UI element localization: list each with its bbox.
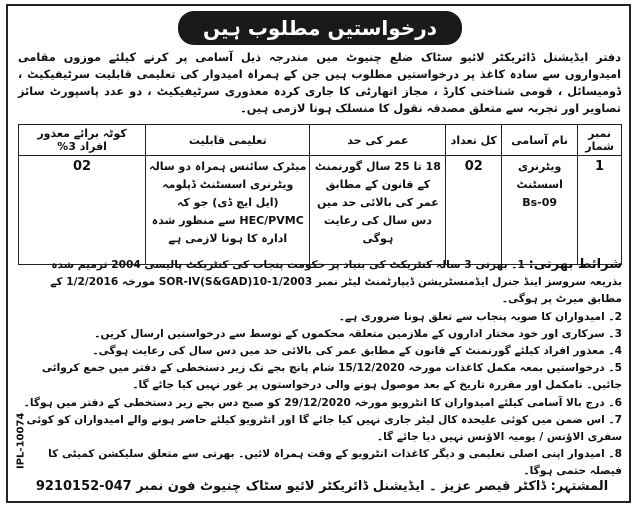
page-title: درخواستیں مطلوب ہیں [178,11,462,45]
term-item: 7۔ اس ضمن میں کوئی علیحدہ کال لیٹر جاری نہیں کیا جائے گا اور انٹرویو کیلئے حاضر ہونے والے امیدواران کو کوئی سفری الاؤنس / یومیہ الاؤنس نہیں دیا جائے گا۔ [26,413,622,444]
table-header-row [19,125,622,156]
header-post-title: نام آسامی [502,125,578,156]
cell-count: 02 [446,156,502,265]
terms-heading: شرائط بھرتی: [528,257,622,272]
header-serial: نمبر شمار [578,125,622,156]
term-item: 6۔ درج بالا آسامی کیلئے امیدواران کا انٹرویو مورخہ 29/12/2020 کو صبح دس بجے زیر دستخطی کے دفتر میں ہوگا۔ [23,396,622,409]
ipl-code: IPL-10074 [15,412,27,470]
term-item: 8۔ امیدوار اپنی اصلی تعلیمی و دیگر کاغذات انٹرویو کے وقت ہمراہ لائیں۔ بھرتی سے متعلق سلیکشن کمیٹی کا فیصلہ حتمی ہوگا۔ [48,448,622,478]
vacancy-table [18,124,622,265]
cell-qualification: میٹرک سائنس ہمراہ دو سالہ ویٹرنری اسسٹنٹ ڈپلومہ (ایل ایچ ڈی) جو کہ HEC/PVMC سے منظور شدہ ادارہ کا ہونا لازمی ہے [146,156,310,265]
intro-paragraph: دفتر ایڈیشنل ڈائریکٹر لائیو سٹاک ضلع چنیوٹ میں مندرجہ ذیل آسامی پر کرنے کیلئے موزوں مقامی امیدواروں سے سادہ کاغذ پر درخواستیں مطلوب ہیں جن کے ہمراہ امیدوار کی تعلیمی قابلیت سرٹیفیکیٹ ، ڈومیسائل ، قومی شناختی کارڈ ، مجاز اتھارٹی کا جاری کردہ معذوری سرٹیفیکیٹ ، دو عدد پاسپورٹ سائز تصاویر اور تجربہ سے متعلق مصدقہ نقول کا منسلک ہونا لازمی ہیں۔ [18,51,621,115]
header-count: کل تعداد [446,125,502,156]
cell-serial: 1 [578,156,622,265]
advertisement-page [6,4,631,503]
header-age-limit: عمر کی حد [310,125,446,156]
header-disability-quota: کوٹہ برائے معذور افراد 3% [19,125,146,156]
term-item: 1۔ بھرتی 3 سالہ کنٹریکٹ کی بنیاد پر حکومت پنجاب کی کنٹریکٹ پالیسی 2004 ترمیم شدہ بذریعہ سروسز اینڈ جنرل ایڈمنسٹریشن ڈیپارٹمنٹ لیٹر نمبر SOR-IV(S&GAD)10-1/2003 مورخہ 1/2/2016 کے مطابق میرٹ پر ہوگی۔ [50,259,622,306]
term-item: 2۔ امیدواران کا صوبہ پنجاب سے تعلق ہونا ضروری ہے۔ [338,310,622,323]
header-qualification: تعلیمی قابلیت [146,125,310,156]
recruitment-terms [22,256,622,481]
cell-age-limit: 18 تا 25 سال گورنمنٹ کے قانون کے مطابق عمر کی بالائی حد میں دس سال کی رعایت ہوگی [310,156,446,265]
term-item: 5۔ درخواستیں بمعہ مکمل کاغذات مورخہ 15/12/2020 شام پانچ بجے تک زیر دستخطی کے دفتر میں جمع کروائی جائیں۔ نامکمل اور مقررہ تاریخ کے بعد موصول ہونے والی درخواستوں پر غور نہیں کیا جائے گا۔ [41,362,622,392]
term-item: 4۔ معذور افراد کیلئے گورنمنٹ کے قانون کے مطابق عمر کی بالائی حد میں دس سال کی رعایت ہوگی۔ [92,345,622,358]
cell-disability-quota: 02 [19,156,146,265]
cell-post-title: ویٹرنری اسسٹنٹ Bs-09 [502,156,578,265]
advertiser-footer: المشتہر: ڈاکٹر قیصر عزیز ۔ ایڈیشنل ڈائریکٹر لائیو سٹاک چنیوٹ فون نمبر 047-9210152 [35,479,609,494]
table-row [19,156,622,265]
term-item: 3۔ سرکاری اور خود مختار اداروں کے ملازمین متعلقہ محکموں کے توسط سے درخواستیں ارسال کریں۔ [94,327,622,340]
